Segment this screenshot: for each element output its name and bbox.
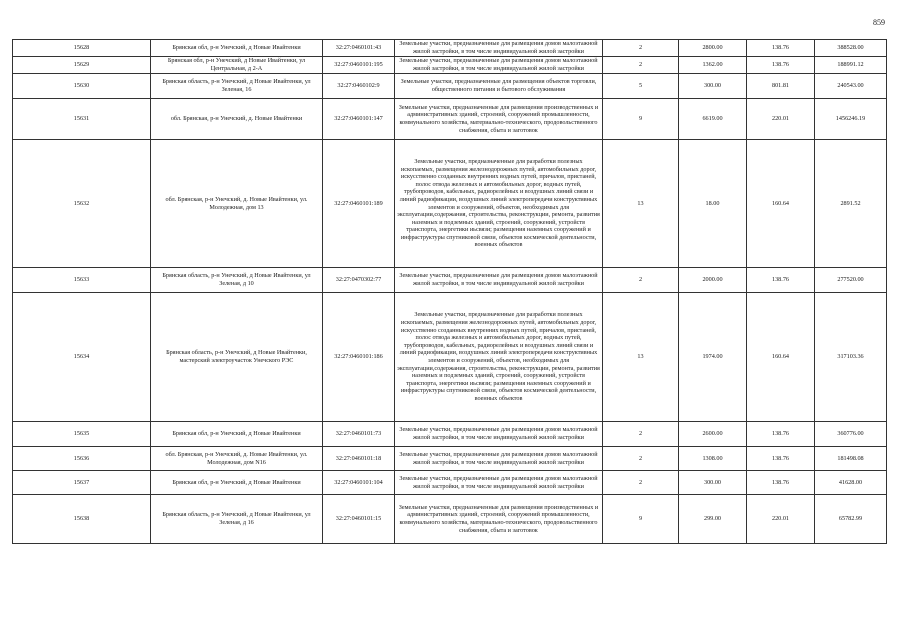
row-id: 15631 [13, 99, 151, 140]
row-cadastral-value: 388528.00 [815, 40, 887, 57]
row-specific-value: 160.64 [747, 293, 815, 422]
row-area: 1362.00 [679, 57, 747, 74]
row-cadastral-number: 32:27:0460101:186 [323, 293, 395, 422]
row-cadastral-value: 181498.08 [815, 447, 887, 471]
table-row [13, 447, 887, 471]
cadastral-value-table [12, 39, 887, 544]
table-row [13, 140, 887, 268]
row-cadastral-number: 32:27:0460101:15 [323, 495, 395, 544]
row-address: обл. Брянская, р-н Унечский, д. Новые Ивайтенки [151, 99, 323, 140]
row-cadastral-value: 317103.36 [815, 293, 887, 422]
row-cadastral-value: 1456246.19 [815, 99, 887, 140]
row-id: 15635 [13, 422, 151, 447]
row-group: 2 [603, 40, 679, 57]
row-cadastral-value: 41628.00 [815, 471, 887, 495]
row-cadastral-number: 32:27:0460101:18 [323, 447, 395, 471]
row-group: 5 [603, 74, 679, 99]
row-land-use-description: Земельные участки, предназначенные для размещения домов малоэтажной жилой застройки, в том числе индивидуальной жилой застройки [395, 268, 603, 293]
row-address: обл. Брянская, р-н Унечский, д. Новые Ивайтенки, ул. Молодежная, дом 13 [151, 140, 323, 268]
row-id: 15630 [13, 74, 151, 99]
row-specific-value: 220.01 [747, 495, 815, 544]
row-address: обл. Брянская, р-н Унечский, д. Новые Ивайтенки, ул. Молодежная, дом N16 [151, 447, 323, 471]
row-area: 1974.00 [679, 293, 747, 422]
row-address: Брянская область, р-н Унечский, д Новые Ивайтенки, ул Зеленая, д 10 [151, 268, 323, 293]
row-specific-value: 220.01 [747, 99, 815, 140]
row-land-use-description: Земельные участки, предназначенные для размещения домов малоэтажной жилой застройки, в том числе индивидуальной жилой застройки [395, 447, 603, 471]
row-id: 15637 [13, 471, 151, 495]
row-specific-value: 138.76 [747, 57, 815, 74]
row-land-use-description: Земельные участки, предназначенные для размещения домов малоэтажной жилой застройки, в том числе индивидуальной жилой застройки [395, 40, 603, 57]
row-address: Брянская обл, р-н Унечский, д Новые Ивайтенки [151, 40, 323, 57]
page-number: 859 [873, 18, 885, 27]
row-area: 18.00 [679, 140, 747, 268]
row-id: 15629 [13, 57, 151, 74]
row-specific-value: 138.76 [747, 268, 815, 293]
row-specific-value: 160.64 [747, 140, 815, 268]
row-address: Брянская область, р-н Унечский, д Новые Ивайтенки, ул Зеленая, 16 [151, 74, 323, 99]
row-group: 9 [603, 99, 679, 140]
row-address: Брянская область, р-н Унечский, д Новые Ивайтенки, ул Зеленая, д 16 [151, 495, 323, 544]
row-land-use-description: Земельные участки, предназначенные для разработки полезных ископаемых, размещения железнодорожных путей, автомобильных дорог, искусственно созданных внутренних водных путей, причалов, пристаней, полос отвода железных и автомобильных дорог, водных путей, трубопроводов, кабельных, радиорелейных и воздушных линий связи и линий радиофикации, воздушных линий электропередачи конструктивных элементов и сооружений, объектов, необходимых для эксплуатации,содержания, строительства, реконструкции, ремонта, развития наземных и подземных зданий, строений, сооружений, устройств транспорта, энергетики иьсвязи; размещения наземных сооружений и инфраструктуры спутниковой связи, объектов космической деятельности, военных объектов [395, 140, 603, 268]
row-area: 2600.00 [679, 422, 747, 447]
row-group: 13 [603, 293, 679, 422]
row-land-use-description: Земельные участки, предназначенные для размещения домов малоэтажной жилой застройки, в том числе индивидуальной жилой застройки [395, 57, 603, 74]
row-land-use-description: Земельные участки, предназначенные для размещения домов малоэтажной жилой застройки, в том числе индивидуальной жилой застройки [395, 422, 603, 447]
row-group: 2 [603, 471, 679, 495]
row-area: 6619.00 [679, 99, 747, 140]
row-cadastral-value: 2891.52 [815, 140, 887, 268]
row-id: 15633 [13, 268, 151, 293]
row-cadastral-number: 32:27:0460101:104 [323, 471, 395, 495]
row-cadastral-value: 188991.12 [815, 57, 887, 74]
row-area: 299.00 [679, 495, 747, 544]
row-cadastral-number: 32:27:0460102:9 [323, 74, 395, 99]
row-cadastral-number: 32:27:0460101:195 [323, 57, 395, 74]
row-specific-value: 138.76 [747, 447, 815, 471]
table-row [13, 471, 887, 495]
table-row [13, 495, 887, 544]
row-specific-value: 138.76 [747, 471, 815, 495]
row-specific-value: 801.81 [747, 74, 815, 99]
row-id: 15634 [13, 293, 151, 422]
row-cadastral-number: 32:27:0460101:73 [323, 422, 395, 447]
row-area: 2000.00 [679, 268, 747, 293]
row-land-use-description: Земельные участки, предназначенные для размещения объектов торговли, общественного питания и бытового обслуживания [395, 74, 603, 99]
row-group: 2 [603, 422, 679, 447]
row-cadastral-number: 32:27:0470302:77 [323, 268, 395, 293]
row-id: 15628 [13, 40, 151, 57]
row-cadastral-value: 360776.00 [815, 422, 887, 447]
row-address: Брянская область, р-н Унечский, д Новые Ивайтенки, мастерский электроучасток Унечского РЭС [151, 293, 323, 422]
row-land-use-description: Земельные участки, предназначенные для разработки полезных ископаемых, размещения железнодорожных путей, автомобильных дорог, искусственно созданных внутренних водных путей, причалов, пристаней, полос отвода железных и автомобильных дорог, водных путей, трубопроводов, кабельных, радиорелейных и воздушных линий связи и линий радиофикации, воздушных линий электропередачи конструктивных элементов и сооружений, объектов, необходимых для эксплуатации,содержания, строительства, реконструкции, ремонта, развития наземных и подземных зданий, строений, сооружений, устройств транспорта, энергетики иьсвязи; размещения наземных сооружений и инфраструктуры спутниковой связи, объектов космической деятельности, военных объектов [395, 293, 603, 422]
row-group: 13 [603, 140, 679, 268]
row-specific-value: 138.76 [747, 422, 815, 447]
table-row [13, 74, 887, 99]
row-address: Брянская обл, р-н Унечский, д Новые Ивайтенки [151, 422, 323, 447]
row-group: 2 [603, 447, 679, 471]
row-group: 9 [603, 495, 679, 544]
row-land-use-description: Земельные участки, предназначенные для размещения домов малоэтажной жилой застройки, в том числе индивидуальной жилой застройки [395, 471, 603, 495]
table-row [13, 268, 887, 293]
row-group: 2 [603, 268, 679, 293]
row-address: Брянская обл, р-н Унечский, д Новые Ивайтенки, ул Центральная, д 2-А [151, 57, 323, 74]
row-cadastral-number: 32:27:0460101:189 [323, 140, 395, 268]
table-row [13, 57, 887, 74]
row-land-use-description: Земельные участки, предназначенные для размещения производственных и административных зданий, строений, сооружений промышленности, коммунального хозяйства, материально-технического, продовольственного снабжения, сбыта и заготовок [395, 99, 603, 140]
row-cadastral-value: 240543.00 [815, 74, 887, 99]
table-row [13, 99, 887, 140]
row-id: 15636 [13, 447, 151, 471]
table-row [13, 40, 887, 57]
row-area: 300.00 [679, 74, 747, 99]
row-area: 1308.00 [679, 447, 747, 471]
row-land-use-description: Земельные участки, предназначенные для размещения производственных и административных зданий, строений, сооружений промышленности, коммунального хозяйства, материально-технического, продовольственного снабжения, сбыта и заготовок [395, 495, 603, 544]
row-specific-value: 138.76 [747, 40, 815, 57]
row-id: 15638 [13, 495, 151, 544]
table-row [13, 293, 887, 422]
row-id: 15632 [13, 140, 151, 268]
row-cadastral-number: 32:27:0460101:43 [323, 40, 395, 57]
table-row [13, 422, 887, 447]
row-address: Брянская обл, р-н Унечский, д Новые Ивайтенки [151, 471, 323, 495]
row-area: 2800.00 [679, 40, 747, 57]
row-group: 2 [603, 57, 679, 74]
row-cadastral-number: 32:27:0460101:147 [323, 99, 395, 140]
row-cadastral-value: 277520.00 [815, 268, 887, 293]
row-area: 300.00 [679, 471, 747, 495]
row-cadastral-value: 65782.99 [815, 495, 887, 544]
